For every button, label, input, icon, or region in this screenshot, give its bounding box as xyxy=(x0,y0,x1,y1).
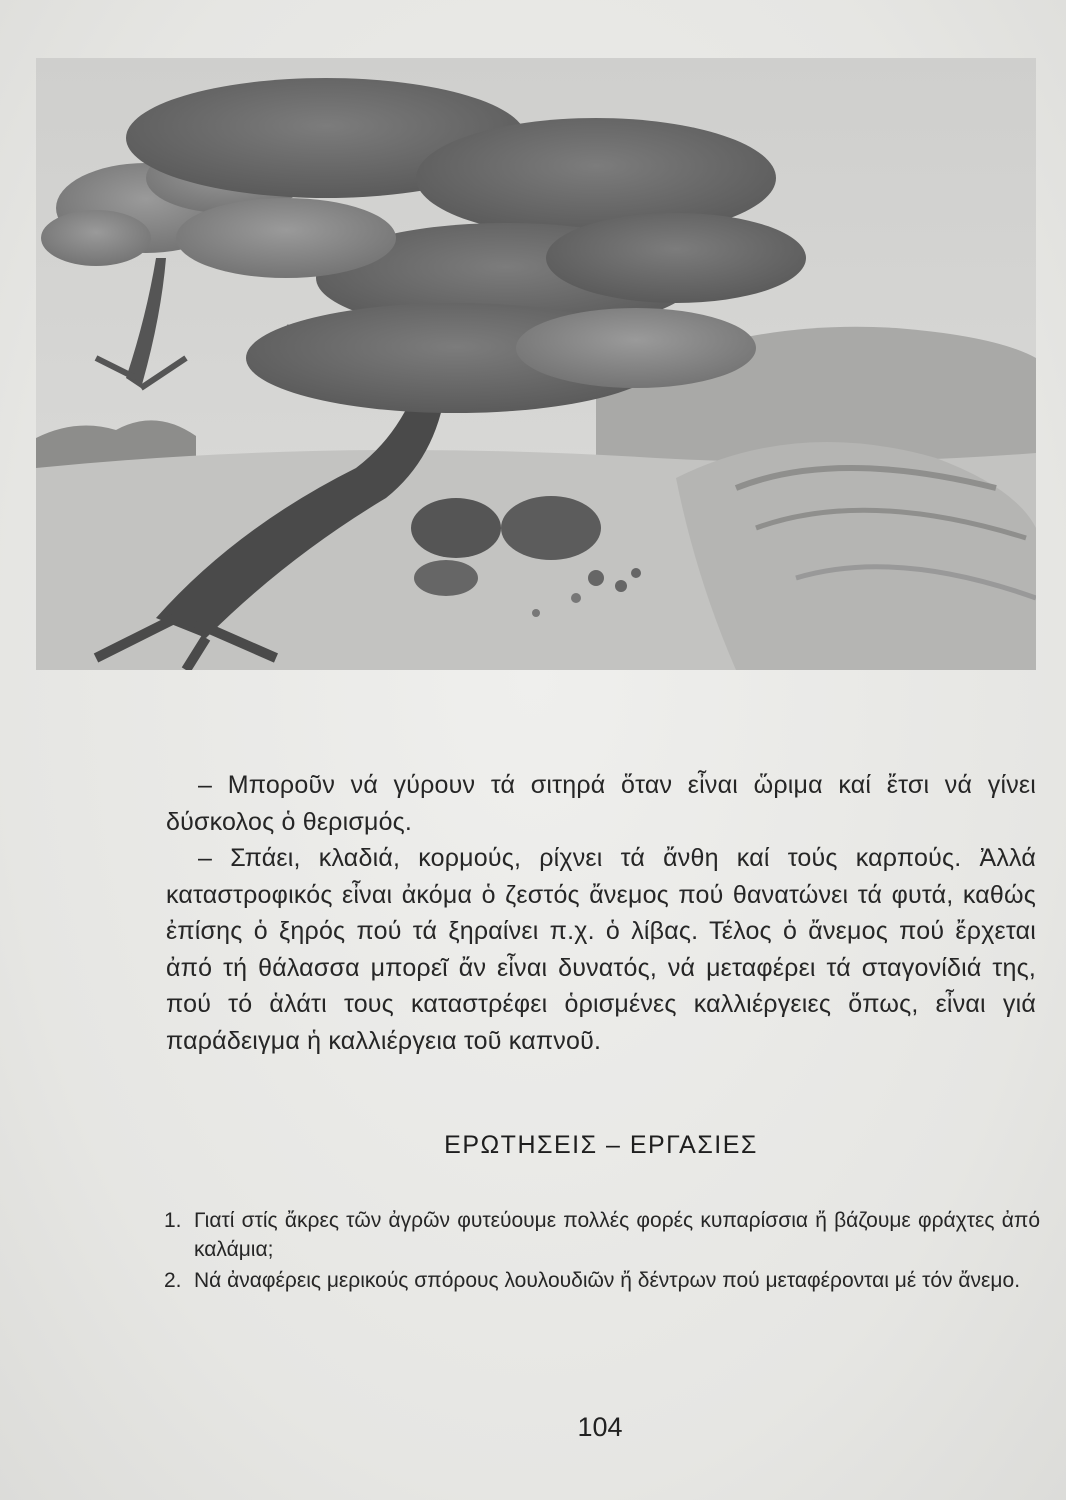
question-text: Γιατί στίς ἄκρες τῶν ἀγρῶν φυτεύουμε πολλές φορές κυπαρίσσια ἤ βάζουμε φράχτες ἀπό καλάμια; xyxy=(194,1209,1040,1261)
paragraph-1-text: – Μποροῦν νά γύρουν τά σιτηρά ὅταν εἶναι ὥριμα καί ἔτσι νά γίνει δύσκολος ὁ θερισμός. xyxy=(166,771,1036,836)
page-number: 104 xyxy=(577,1412,623,1442)
question-number: 1. xyxy=(164,1209,182,1232)
body-text xyxy=(166,767,1036,1059)
paragraph xyxy=(166,840,1036,1059)
questions-list xyxy=(164,1206,1040,1297)
landscape-illustration xyxy=(36,58,1036,670)
list-item xyxy=(164,1266,1040,1295)
list-item xyxy=(164,1206,1040,1264)
tree-landscape-icon xyxy=(36,58,1036,670)
question-text: Νά ἀναφέρεις μερικούς σπόρους λουλουδιῶν ἤ δέντρων πού μεταφέρονται μέ τόν ἄνεμο. xyxy=(194,1269,1021,1292)
question-number: 2. xyxy=(164,1269,182,1292)
section-heading: ΕΡΩΤΗΣΕΙΣ – ΕΡΓΑΣΙΕΣ xyxy=(444,1131,758,1159)
paragraph xyxy=(166,767,1036,840)
paragraph-2-text: – Σπάει, κλαδιά, κορμούς, ρίχνει τά ἄνθη καί τούς καρπούς. Ἀλλά καταστροφικός εἶναι ἀκόμα ὁ ζεστός ἄνεμος πού θανατώνει τά φυτά, καθώς ἐπίσης ὁ ξηρός πού τά ξηραίνει π.χ. ὁ λίβας. Τέλος ὁ ἄνεμος πού ἔρχεται ἀπό τή θάλασσα μπορεῖ ἄν εἶναι δυνατός, νά μεταφέρει τά σταγονίδιά της, πού τό ἁλάτι τους καταστρέφει ὁρισμένες καλλιέργειες ὅπως, εἶναι γιά παράδειγμα ἡ καλλιέργεια τοῦ καπνοῦ. xyxy=(166,844,1036,1055)
